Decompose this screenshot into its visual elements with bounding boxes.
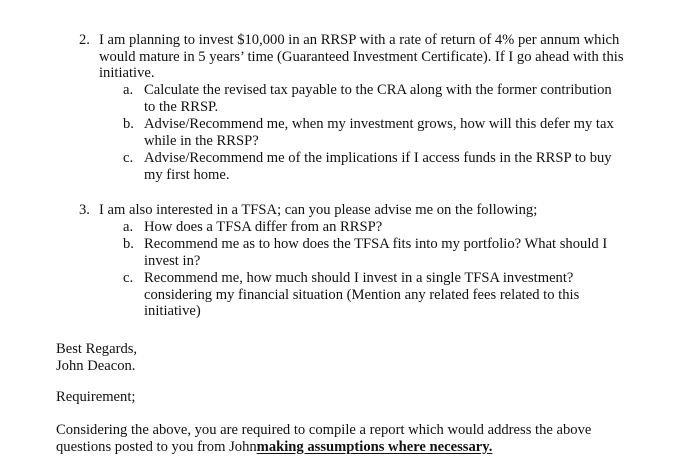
item-letter: b.	[123, 116, 134, 132]
item-letter: a.	[123, 219, 134, 235]
closing-name: John Deacon.	[56, 357, 136, 374]
item-text: Recommend me as to how does the TFSA fits into my portfolio? What should I invest in?	[144, 236, 608, 269]
question-2-item-b	[123, 116, 623, 149]
item-text: How does a TFSA differ from an RRSP?	[144, 219, 383, 235]
item-text: Advise/Recommend me, when my investment grows, how will this defer my tax while in the RRSP?	[144, 116, 614, 149]
question-2-item-a	[123, 82, 623, 115]
item-letter: c.	[123, 150, 134, 166]
requirement-body	[56, 422, 616, 455]
question-3	[79, 202, 649, 219]
item-text: Calculate the revised tax payable to the CRA along with the former contribution to the RRSP.	[144, 82, 612, 115]
question-3-item-b	[123, 236, 623, 269]
question-3-number: 3.	[79, 202, 90, 218]
closing	[56, 341, 656, 374]
item-letter: a.	[123, 82, 134, 98]
question-2-text: I am planning to invest $10,000 in an RRSP with a rate of return of 4% per annum which would mature in 5 years’ time (Guaranteed Investment Certificate). If I go ahead with this initiative.	[99, 32, 624, 81]
requirement-emphasis: making assumptions where necessary.	[256, 438, 493, 455]
question-3-item-a	[123, 219, 623, 236]
closing-regards: Best Regards,	[56, 341, 138, 357]
question-2-item-c	[123, 150, 623, 183]
item-letter: c.	[123, 270, 134, 286]
item-text: Advise/Recommend me of the implications if I access funds in the RRSP to buy my first home.	[144, 150, 612, 183]
requirement-heading: Requirement;	[56, 389, 136, 405]
requirement-text: Considering the above, you are required to compile a report which would address the above questions posted to you from John	[56, 422, 592, 455]
item-text: Recommend me, how much should I invest in a single TFSA investment? considering my financial situation (Mention any related fees related to this initiative)	[144, 270, 580, 319]
item-letter: b.	[123, 236, 134, 252]
question-2	[79, 32, 649, 82]
question-2-number: 2.	[79, 32, 90, 48]
question-3-item-c	[123, 270, 623, 320]
question-3-text: I am also interested in a TFSA; can you please advise me on the following;	[99, 202, 538, 218]
